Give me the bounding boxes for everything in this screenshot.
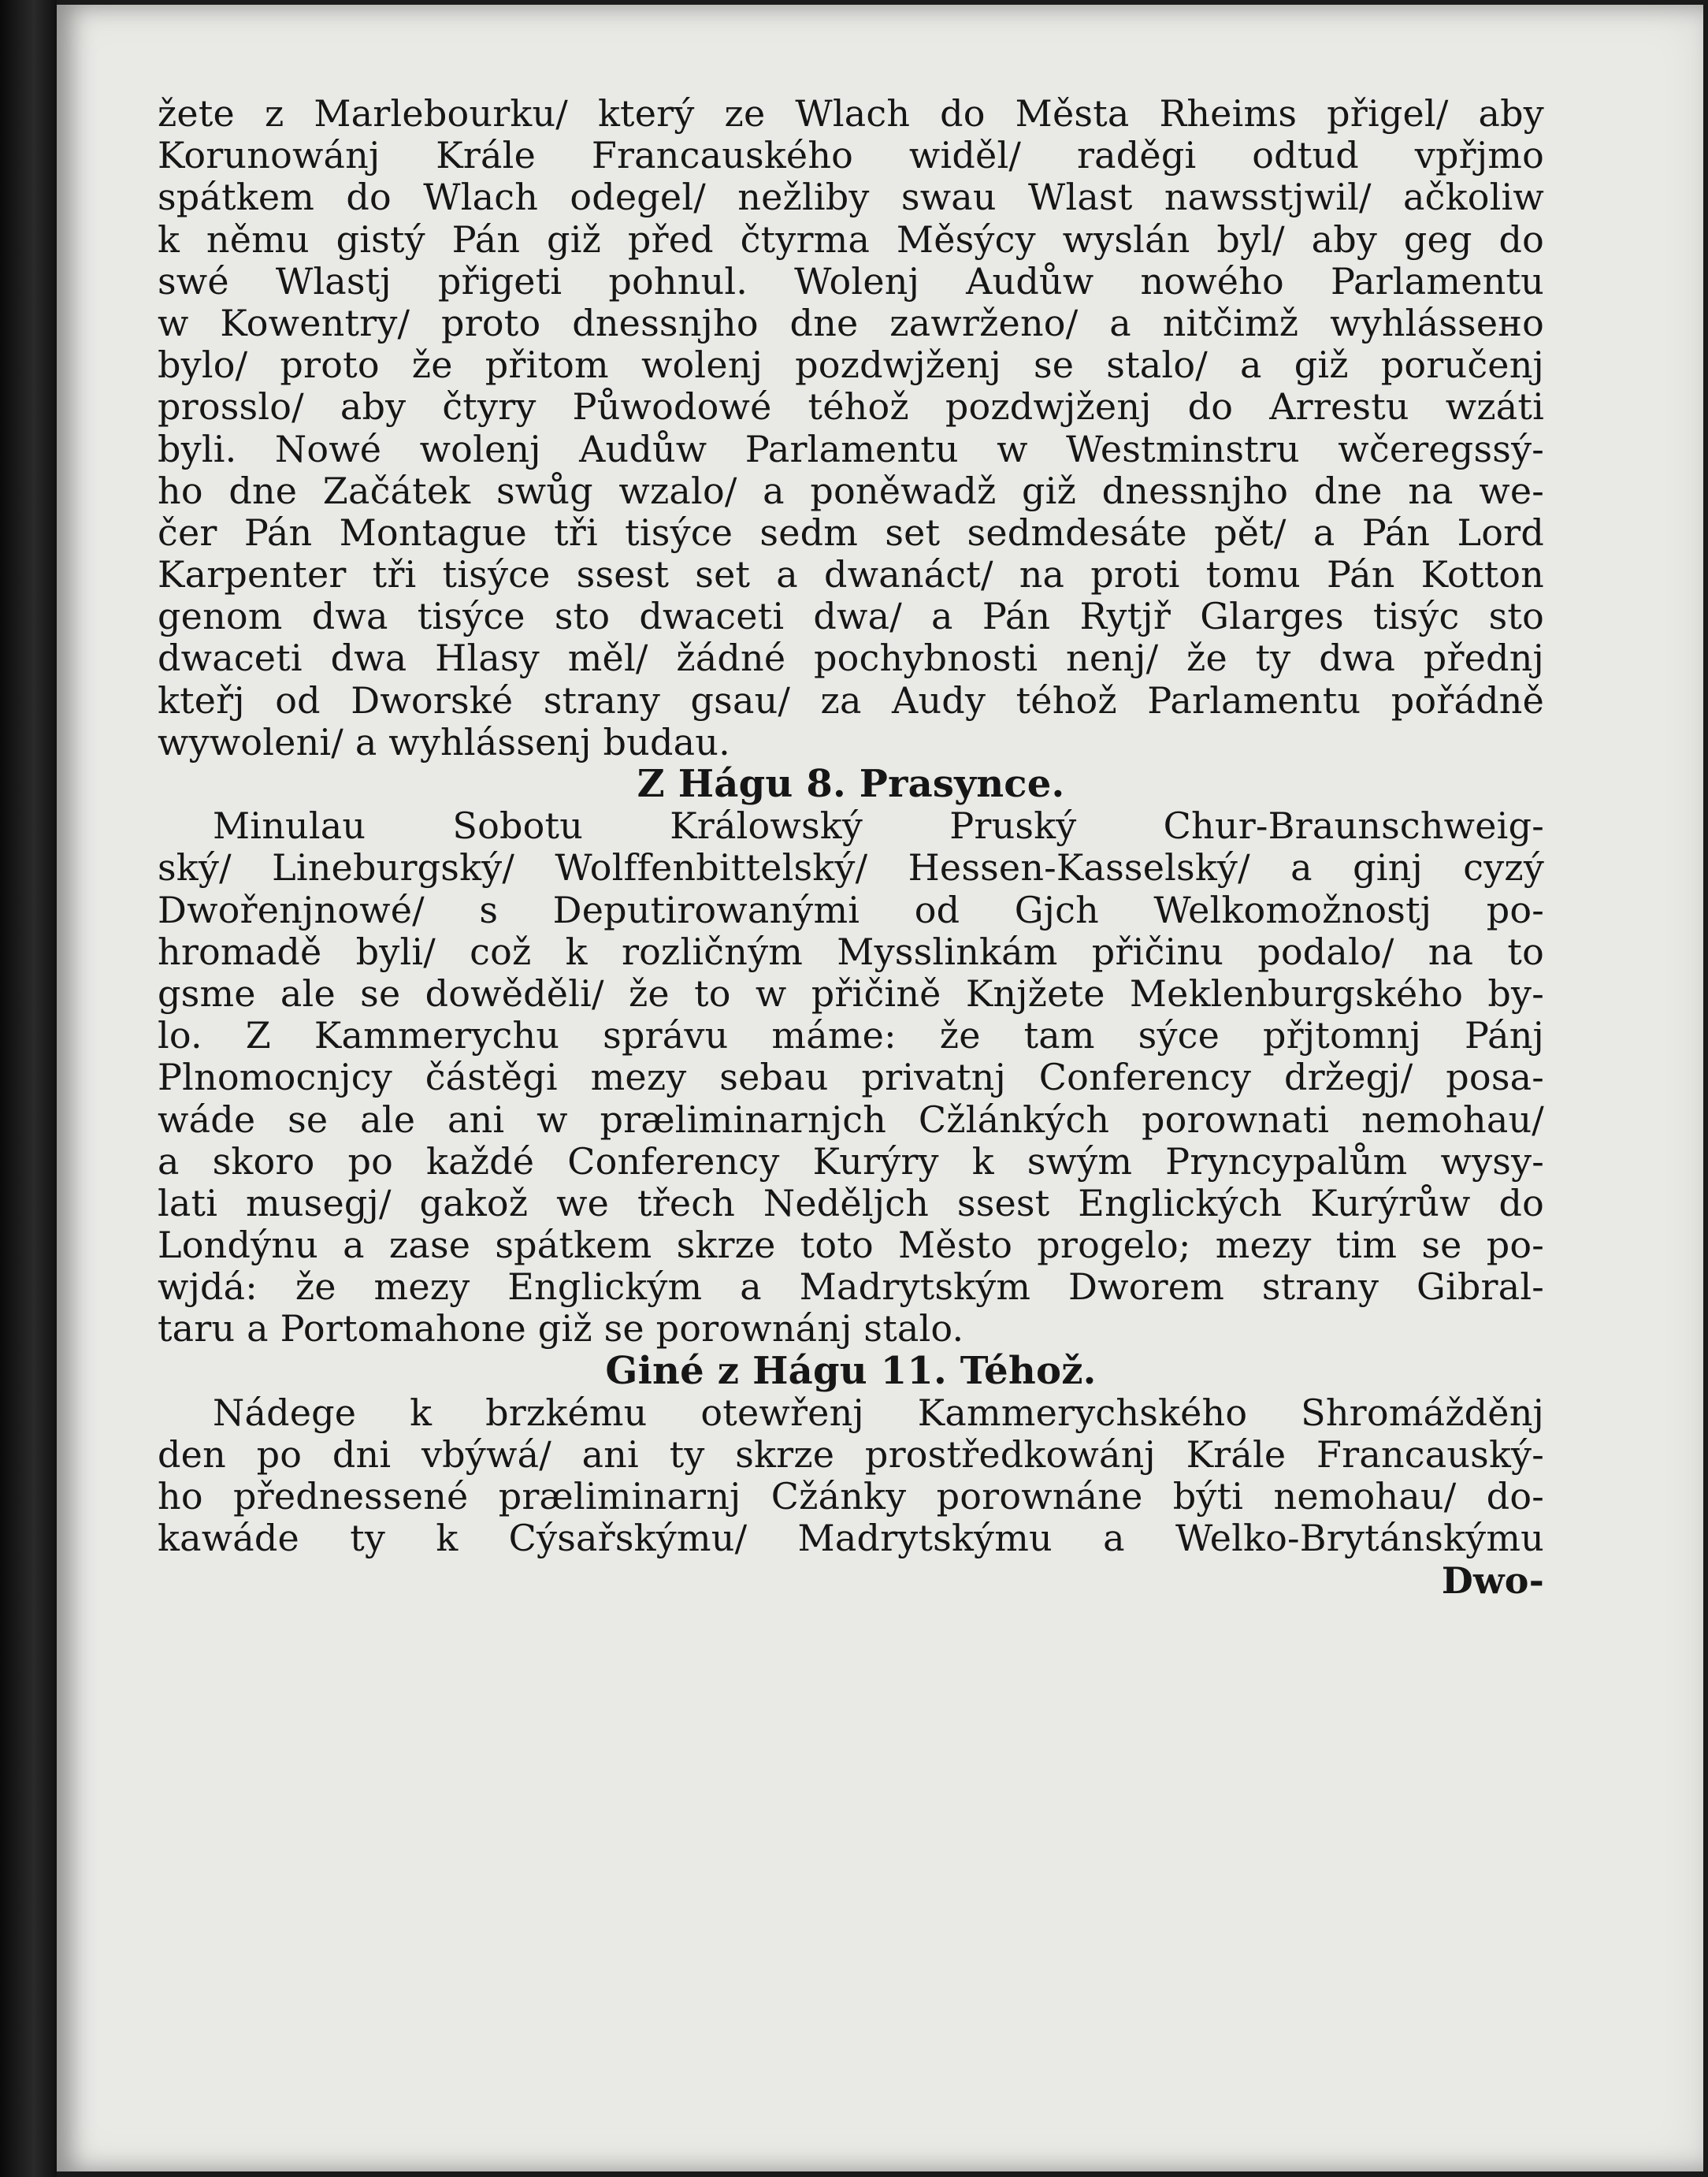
text-line: hromadě byli/ což k rozličným Mysslinkám přičinu podalo/ na to [158, 931, 1544, 973]
text-line: Karpenter tři tisýce ssest set a dwanáct/ na proti tomu Pán Kotton [158, 554, 1544, 596]
text-line: kteřj od Dworské strany gsau/ za Audy téhož Parlamentu pořádně [158, 679, 1544, 722]
text-line: bylo/ proto že přitom wolenj pozdwjženj se stalo/ a giž poručenj [158, 344, 1544, 387]
text-line: čer Pán Montague tři tisýce sedm set sedmdesáte pět/ a Pán Lord [158, 511, 1544, 554]
text-line: Londýnu a zase spátkem skrze toto Město progelo; mezy tim se po- [158, 1224, 1544, 1267]
page-body-text [158, 93, 1544, 1602]
book-binding-edge [0, 0, 57, 2177]
section-heading: Giné z Hágu 11. Téhož. [605, 1350, 1097, 1392]
text-line: a skoro po každé Conferency Kurýry k swým Pryncypalům wysy- [158, 1140, 1544, 1183]
book-page [57, 5, 1703, 2171]
text-line: gsme ale se dowěděli/ že to w přičině Knjžete Meklenburgského by- [158, 972, 1544, 1015]
text-line: wjdá: že mezy Englickým a Madrytským Dworem strany Gibral- [158, 1266, 1544, 1309]
text-line: ho dne Začátek swůg wzalo/ a poněwadž giž dnessnjho dne na we- [158, 470, 1544, 512]
text-line: kawáde ty k Cýsařskýmu/ Madrytskýmu a Welko-Brytánskýmu [158, 1518, 1544, 1560]
text-line: w Kowentry/ proto dnessnjho dne zawrženo/ a nitčimž wyhlássено [158, 302, 1544, 344]
text-line: k němu gistý Pán giž před čtyrma Měsýcy wyslán byl/ aby geg do [158, 218, 1544, 261]
text-line: Minulau Sobotu Králowský Pruský Chur-Braunschweig- [213, 805, 1544, 848]
text-line: lo. Z Kammerychu správu máme: že tam sýce přjtomnj Pánj [158, 1015, 1544, 1057]
text-line: taru a Portomahone giž se porownánj stalo. [158, 1308, 964, 1350]
text-line: lati musegj/ gakož we třech Neděljch ssest Englických Kurýrůw do [158, 1182, 1544, 1224]
text-line: genom dwa tisýce sto dwaceti dwa/ a Pán Rytjř Glarges tisýc sto [158, 596, 1544, 638]
text-line: ho přednessené præliminarnj Cžánky porownáne býti nemohau/ do- [158, 1476, 1544, 1518]
text-line: byli. Nowé wolenj Audůw Parlamentu w Westminstru wčeregssý- [158, 428, 1544, 470]
text-line: dwaceti dwa Hlasy měl/ žádné pochybnosti nenj/ že ty dwa přednj [158, 637, 1544, 680]
text-line: wywoleni/ a wyhlássenj budau. [158, 721, 730, 763]
text-line: wáde se ale ani w præliminarnjch Cžlánkých porownati nemohau/ [158, 1098, 1544, 1141]
text-line: Nádege k brzkému otewřenj Kammerychského Shromážděnj [213, 1391, 1544, 1434]
text-line: ský/ Lineburgský/ Wolffenbittelský/ Hessen-Kasselský/ a ginj cyzý [158, 847, 1544, 890]
text-line: žete z Marlebourku/ který ze Wlach do Města Rheims přigel/ aby [158, 93, 1544, 135]
text-line: prosslo/ aby čtyry Půwodowé téhož pozdwjženj do Arrestu wzáti [158, 386, 1544, 429]
catchword: Dwo- [1441, 1559, 1544, 1602]
text-line: swé Wlastj přigeti pohnul. Wolenj Audůw nowého Parlamentu [158, 260, 1544, 303]
text-line: Korunowánj Krále Francauského widěl/ raděgi odtud vpřjmo [158, 135, 1544, 177]
section-heading: Z Hágu 8. Prasynce. [637, 763, 1065, 806]
text-line: spátkem do Wlach odegel/ nežliby swau Wlast nawsstjwil/ ačkoliw [158, 176, 1544, 219]
text-line: Dwořenjnowé/ s Deputirowanými od Gjch Welkomožnostj po- [158, 889, 1544, 931]
text-line: Plnomocnjcy částěgi mezy sebau privatnj Conferency držegj/ posa- [158, 1057, 1544, 1099]
text-line: den po dni vbýwá/ ani ty skrze prostředkowánj Krále Francauský- [158, 1434, 1544, 1476]
